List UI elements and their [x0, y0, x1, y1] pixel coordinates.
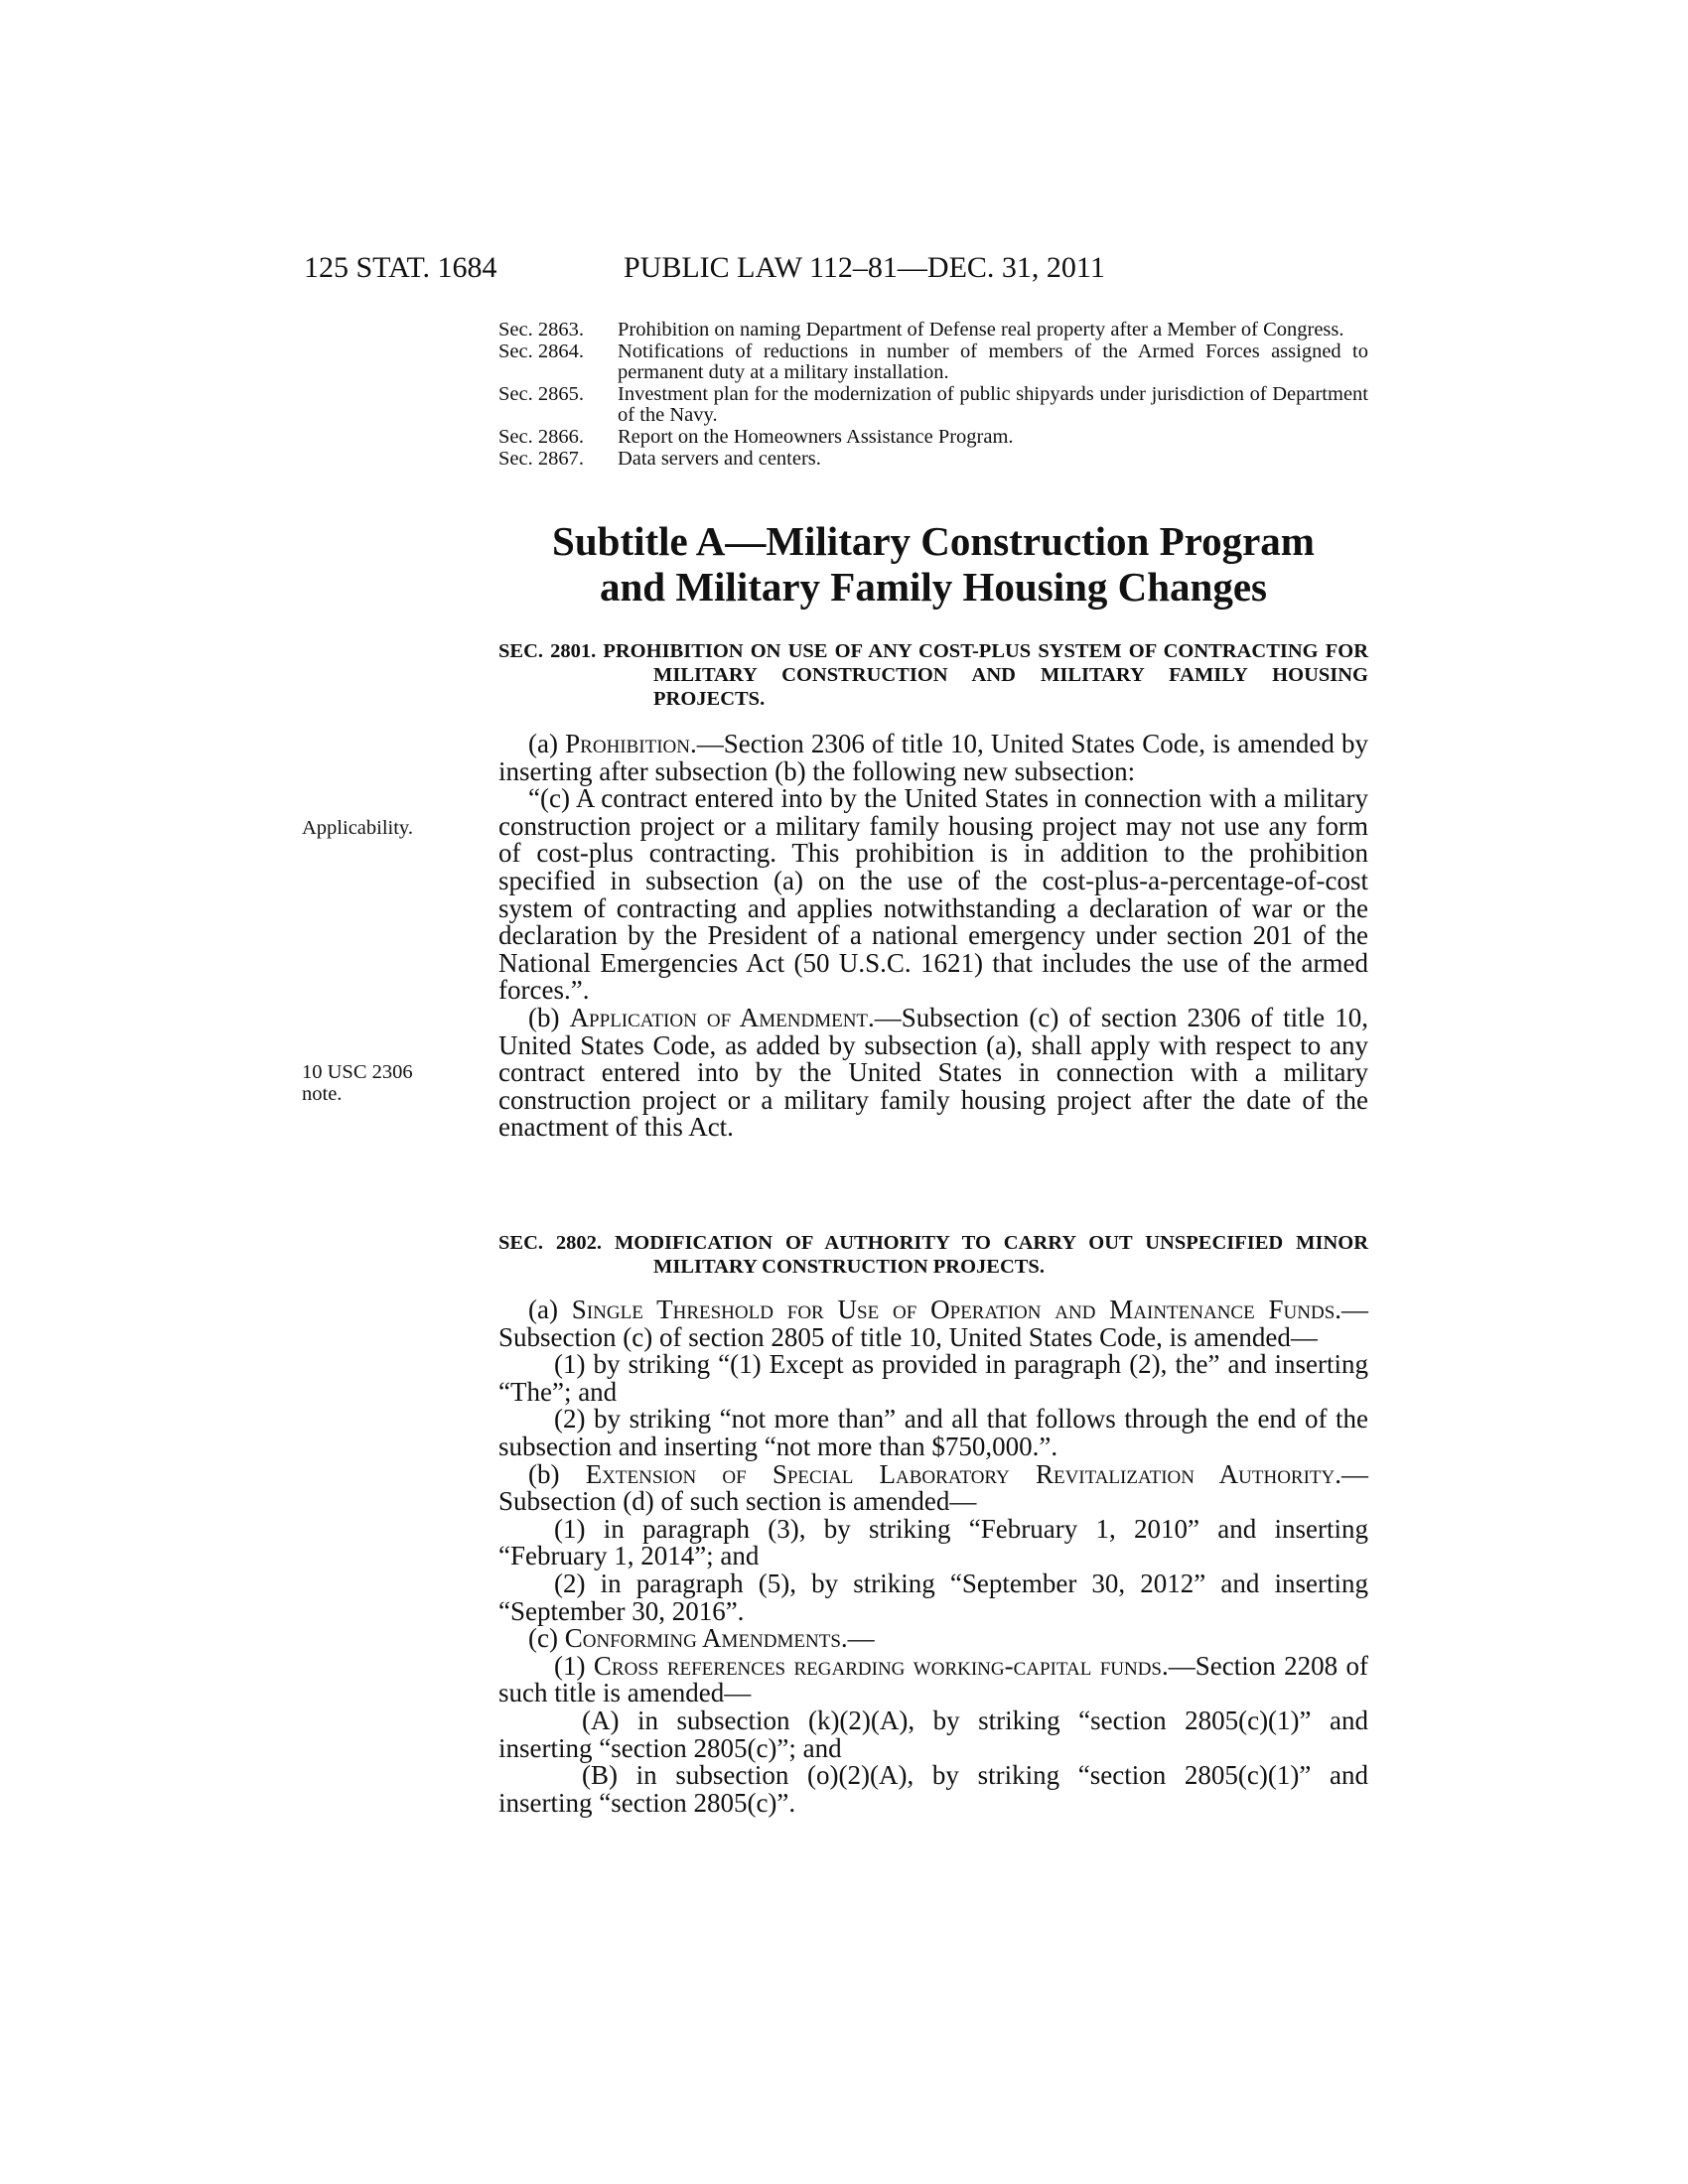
paragraph-a1: (1) by striking “(1) Except as provided in paragraph (2), the” and inserting “The”; and [498, 1349, 1368, 1407]
subsection-a [498, 731, 1368, 785]
subtitle-heading [496, 518, 1370, 610]
table-of-contents [498, 320, 1368, 470]
paragraph-b2: (2) in paragraph (5), by striking “September 30, 2012” and inserting “September 30, 2016”. [498, 1568, 1368, 1626]
subsection-caption: Extension of Special Laboratory Revitalization Authority. [585, 1458, 1342, 1489]
toc-section-title: Prohibition on naming Department of Defense real property after a Member of Congress. [618, 319, 1344, 341]
toc-section-title: Data servers and centers. [618, 447, 821, 470]
subtitle-line-2: and Military Family Housing Changes [599, 564, 1267, 610]
toc-section-number: Sec. 2864. [498, 340, 584, 362]
subsection-caption: Single Threshold for Use of Operation and Maintenance Funds. [571, 1295, 1342, 1324]
statute-page-number: 125 STAT. 1684 [304, 251, 497, 284]
toc-entry [498, 320, 1368, 341]
subsection-label: (c) [528, 1623, 565, 1654]
paragraph-b1: (1) in paragraph (3), by striking “February 1, 2010” and inserting “February 1, 2014”; and [498, 1513, 1368, 1571]
subsection-text: —Subsection (d) of such section is amended— [498, 1458, 1369, 1517]
subsection-b [498, 1002, 1368, 1143]
public-law-title: PUBLIC LAW 112–81—DEC. 31, 2011 [624, 251, 1105, 284]
quoted-subsection-c: “(c) A contract entered into by the United States in connection with a military construction project or a military family housing project may not use any form of cost-plus contracting. This prohibition is in addition to the prohibition specified in subsection (a) on the use of the cost-plus-a-percentage-of-cost system of contracting and applies notwithstanding a declaration of war or the declaration by the President of a national emergency under section 201 of the National Emergencies Act (50 U.S.C. 1621) that includes the use of the armed forces.”. [498, 783, 1368, 1006]
toc-section-title: Investment plan for the modernization of public shipyards under jurisdiction of Department of the Navy. [618, 382, 1368, 427]
subsection-text: —Subsection (c) of section 2805 of title 10, United States Code, is amended— [498, 1295, 1369, 1352]
subsection-caption: Conforming Amendments. [564, 1623, 848, 1654]
margin-note-usc-line: 10 USC 2306 [302, 1061, 413, 1083]
subsection-label: (b) [528, 1458, 586, 1489]
subparagraph-c1B: (B) in subsection (o)(2)(A), by striking “section 2805(c)(1)” and inserting “section 2805(c)”. [498, 1760, 1368, 1818]
subsection-label: (a) [528, 1295, 572, 1324]
subsection-label: (a) [528, 729, 566, 758]
subsection-b [498, 1458, 1369, 1517]
subsection-a [498, 1297, 1368, 1351]
toc-entry [498, 341, 1368, 384]
subtitle-line-1: Subtitle A—Military Construction Program [552, 518, 1315, 564]
margin-note-usc-line: note. [302, 1083, 343, 1105]
toc-section-number: Sec. 2867. [498, 447, 584, 470]
paragraph-caption: Cross references regarding working-capital funds. [593, 1650, 1169, 1681]
toc-section-number: Sec. 2865. [498, 382, 584, 405]
section-2802-heading: SEC. 2802. MODIFICATION OF AUTHORITY TO CARRY OUT UNSPECIFIED MINOR MILITARY CONSTRUCTION PROJECTS. [498, 1232, 1368, 1278]
subparagraph-c1A: (A) in subsection (k)(2)(A), by striking “section 2805(c)(1)” and inserting “section 2805(c)”; and [498, 1705, 1368, 1763]
subsection-c [498, 1625, 1368, 1653]
paragraph-text: —Section 2208 of such title is amended— [498, 1650, 1369, 1708]
toc-section-number: Sec. 2866. [498, 425, 584, 448]
toc-section-number: Sec. 2863. [498, 319, 584, 341]
toc-section-title: Report on the Homeowners Assistance Program. [618, 425, 1014, 448]
toc-entry [498, 427, 1368, 449]
section-2802-body [498, 1297, 1368, 1817]
subsection-text: — [847, 1623, 875, 1654]
paragraph-label: (1) [554, 1650, 594, 1681]
subsection-text: —Section 2306 of title 10, United States Code, is amended by inserting after subsection (b) the following new subsection: [498, 729, 1368, 786]
subsection-caption: Prohibition. [565, 729, 697, 758]
margin-note-applicability: Applicability. [302, 817, 413, 839]
margin-note-usc [302, 1061, 461, 1105]
toc-section-title: Notifications of reductions in number of members of the Armed Forces assigned to permanent duty at a military installation. [618, 340, 1368, 384]
toc-entry [498, 449, 1368, 471]
subsection-caption: Application of Amendment. [569, 1002, 875, 1032]
subsection-label: (b) [528, 1002, 570, 1032]
subsection-text: —Subsection (c) of section 2306 of title 10, United States Code, as added by subsection (a), shall apply with respect to any contract entered into by the United States in connection with a military construction project or a military family housing project after the date of the enactment of this Act. [498, 1002, 1368, 1143]
section-2801-heading: SEC. 2801. PROHIBITION ON USE OF ANY COST-PLUS SYSTEM OF CONTRACTING FOR MILITARY CONSTRUCTION AND MILITARY FAMILY HOUSING PROJECTS. [498, 640, 1368, 710]
paragraph-a2: (2) by striking “not more than” and all that follows through the end of the subsection and inserting “not more than $750,000.”. [498, 1404, 1368, 1461]
page-header [0, 251, 1688, 291]
paragraph-c1 [498, 1650, 1369, 1708]
toc-entry [498, 384, 1368, 427]
section-2801-body [498, 731, 1368, 1142]
